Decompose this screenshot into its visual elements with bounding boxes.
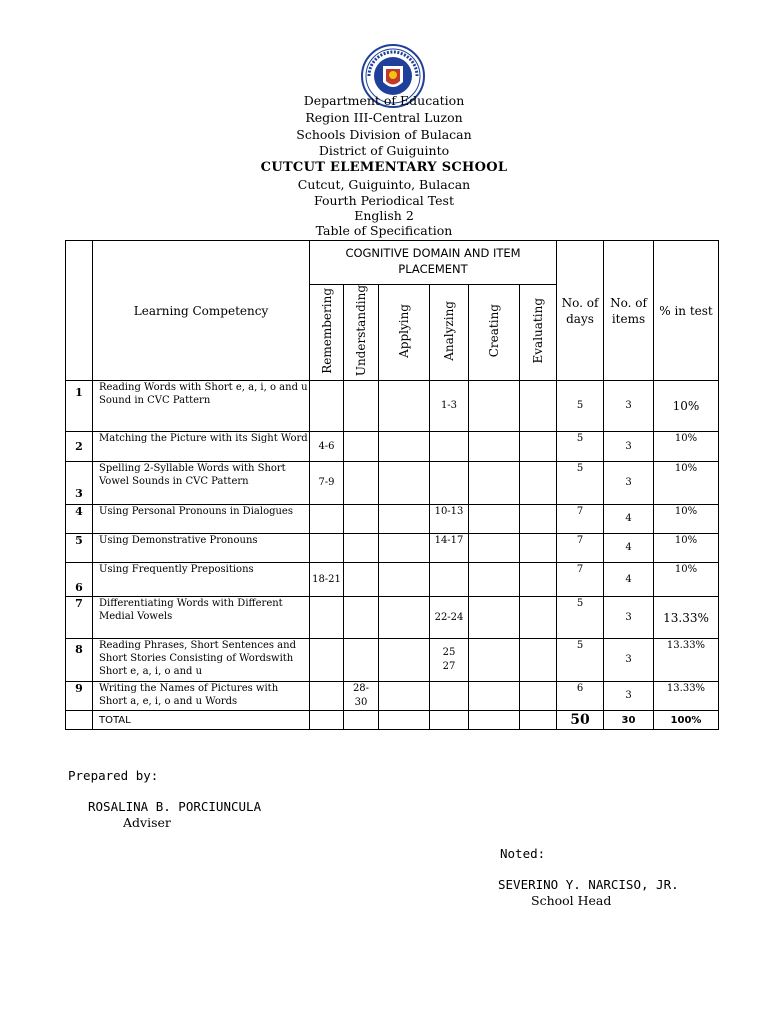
table-row: 8 Reading Phrases, Short Sentences and Short Stories Consisting of Wordswith Short e, a, i, o and u 25 27 5 3 13.33%	[66, 639, 719, 682]
row-number: 3	[66, 462, 93, 505]
total-items: 30	[604, 711, 654, 730]
row-number: 9	[66, 682, 93, 711]
department-name: Department of Education	[303, 93, 465, 108]
row-number: 4	[66, 505, 93, 534]
competency-text: Using Frequently Prepositions	[93, 563, 310, 597]
competency-header: Learning Competency	[93, 241, 310, 381]
domain-analyzing: Analyzing	[430, 285, 469, 381]
row-number: 2	[66, 432, 93, 462]
domain-remembering: Remembering	[310, 285, 344, 381]
noted-label: Noted:	[500, 846, 546, 861]
school-address: Cutcut, Guiguinto, Bulacan	[297, 177, 471, 192]
test-name: Fourth Periodical Test	[314, 193, 454, 208]
competency-text: Matching the Picture with its Sight Word	[93, 432, 310, 462]
competency-text: Differentiating Words with Different Medial Vowels	[93, 597, 310, 639]
school-head-role: School Head	[531, 893, 612, 908]
row-number: 1	[66, 381, 93, 432]
region-name: Region III-Central Luzon	[305, 110, 463, 125]
total-days: 50	[557, 711, 604, 730]
table-row: 1 Reading Words with Short e, a, i, o and u Sound in CVC Pattern 1-3 5 3 10%	[66, 381, 719, 432]
table-row: 6 Using Frequently Prepositions 18-21 7 4 10%	[66, 563, 719, 597]
domain-evaluating: Evaluating	[520, 285, 557, 381]
table-header-row	[66, 241, 719, 285]
school-head-name: SEVERINO Y. NARCISO, JR.	[498, 877, 679, 892]
table-row: 5 Using Demonstrative Pronouns 14-17 7 4 10%	[66, 534, 719, 563]
division-name: Schools Division of Bulacan	[296, 127, 472, 142]
competency-text: Using Demonstrative Pronouns	[93, 534, 310, 563]
row-number: 6	[66, 563, 93, 597]
competency-text: Reading Words with Short e, a, i, o and u Sound in CVC Pattern	[93, 381, 310, 432]
specification-table	[65, 240, 719, 730]
items-header: No. of items	[604, 241, 654, 381]
table-row: 7 Differentiating Words with Different Medial Vowels 22-24 5 3 13.33%	[66, 597, 719, 639]
total-label: TOTAL	[93, 711, 310, 730]
domain-understanding: Understanding	[344, 285, 379, 381]
domain-creating: Creating	[469, 285, 520, 381]
prepared-by-label: Prepared by:	[68, 768, 159, 783]
table-row: 2 Matching the Picture with its Sight Word 4-6 5 3 10%	[66, 432, 719, 462]
school-name: CUTCUT ELEMENTARY SCHOOL	[260, 160, 508, 175]
total-percent: 100%	[654, 711, 719, 730]
total-row	[66, 711, 719, 730]
row-number: 5	[66, 534, 93, 563]
row-number: 7	[66, 597, 93, 639]
district-name: District of Guiguinto	[318, 143, 450, 158]
domain-applying: Applying	[379, 285, 430, 381]
cognitive-domain-header: COGNITIVE DOMAIN AND ITEM PLACEMENT	[310, 241, 557, 285]
number-header	[66, 241, 93, 381]
days-header: No. of days	[557, 241, 604, 381]
table-row: 3 Spelling 2-Syllable Words with Short Vowel Sounds in CVC Pattern 7-9 5 3 10%	[66, 462, 719, 505]
competency-text: Reading Phrases, Short Sentences and Short Stories Consisting of Wordswith Short e, a, i, o and u	[93, 639, 310, 682]
competency-text: Using Personal Pronouns in Dialogues	[93, 505, 310, 534]
document-title: Table of Specification	[315, 223, 453, 238]
competency-text: Writing the Names of Pictures with Short a, e, i, o and u Words	[93, 682, 310, 711]
competency-text: Spelling 2-Syllable Words with Short Vowel Sounds in CVC Pattern	[93, 462, 310, 505]
percent-header: % in test	[654, 241, 719, 381]
table-row: 9 Writing the Names of Pictures with Short a, e, i, o and u Words 28-30 6 3 13.33%	[66, 682, 719, 711]
preparer-role: Adviser	[123, 815, 171, 830]
preparer-name: ROSALINA B. PORCIUNCULA	[88, 799, 262, 814]
subject-name: English 2	[354, 208, 414, 223]
table-row: 4 Using Personal Pronouns in Dialogues 10-13 7 4 10%	[66, 505, 719, 534]
row-number: 8	[66, 639, 93, 682]
